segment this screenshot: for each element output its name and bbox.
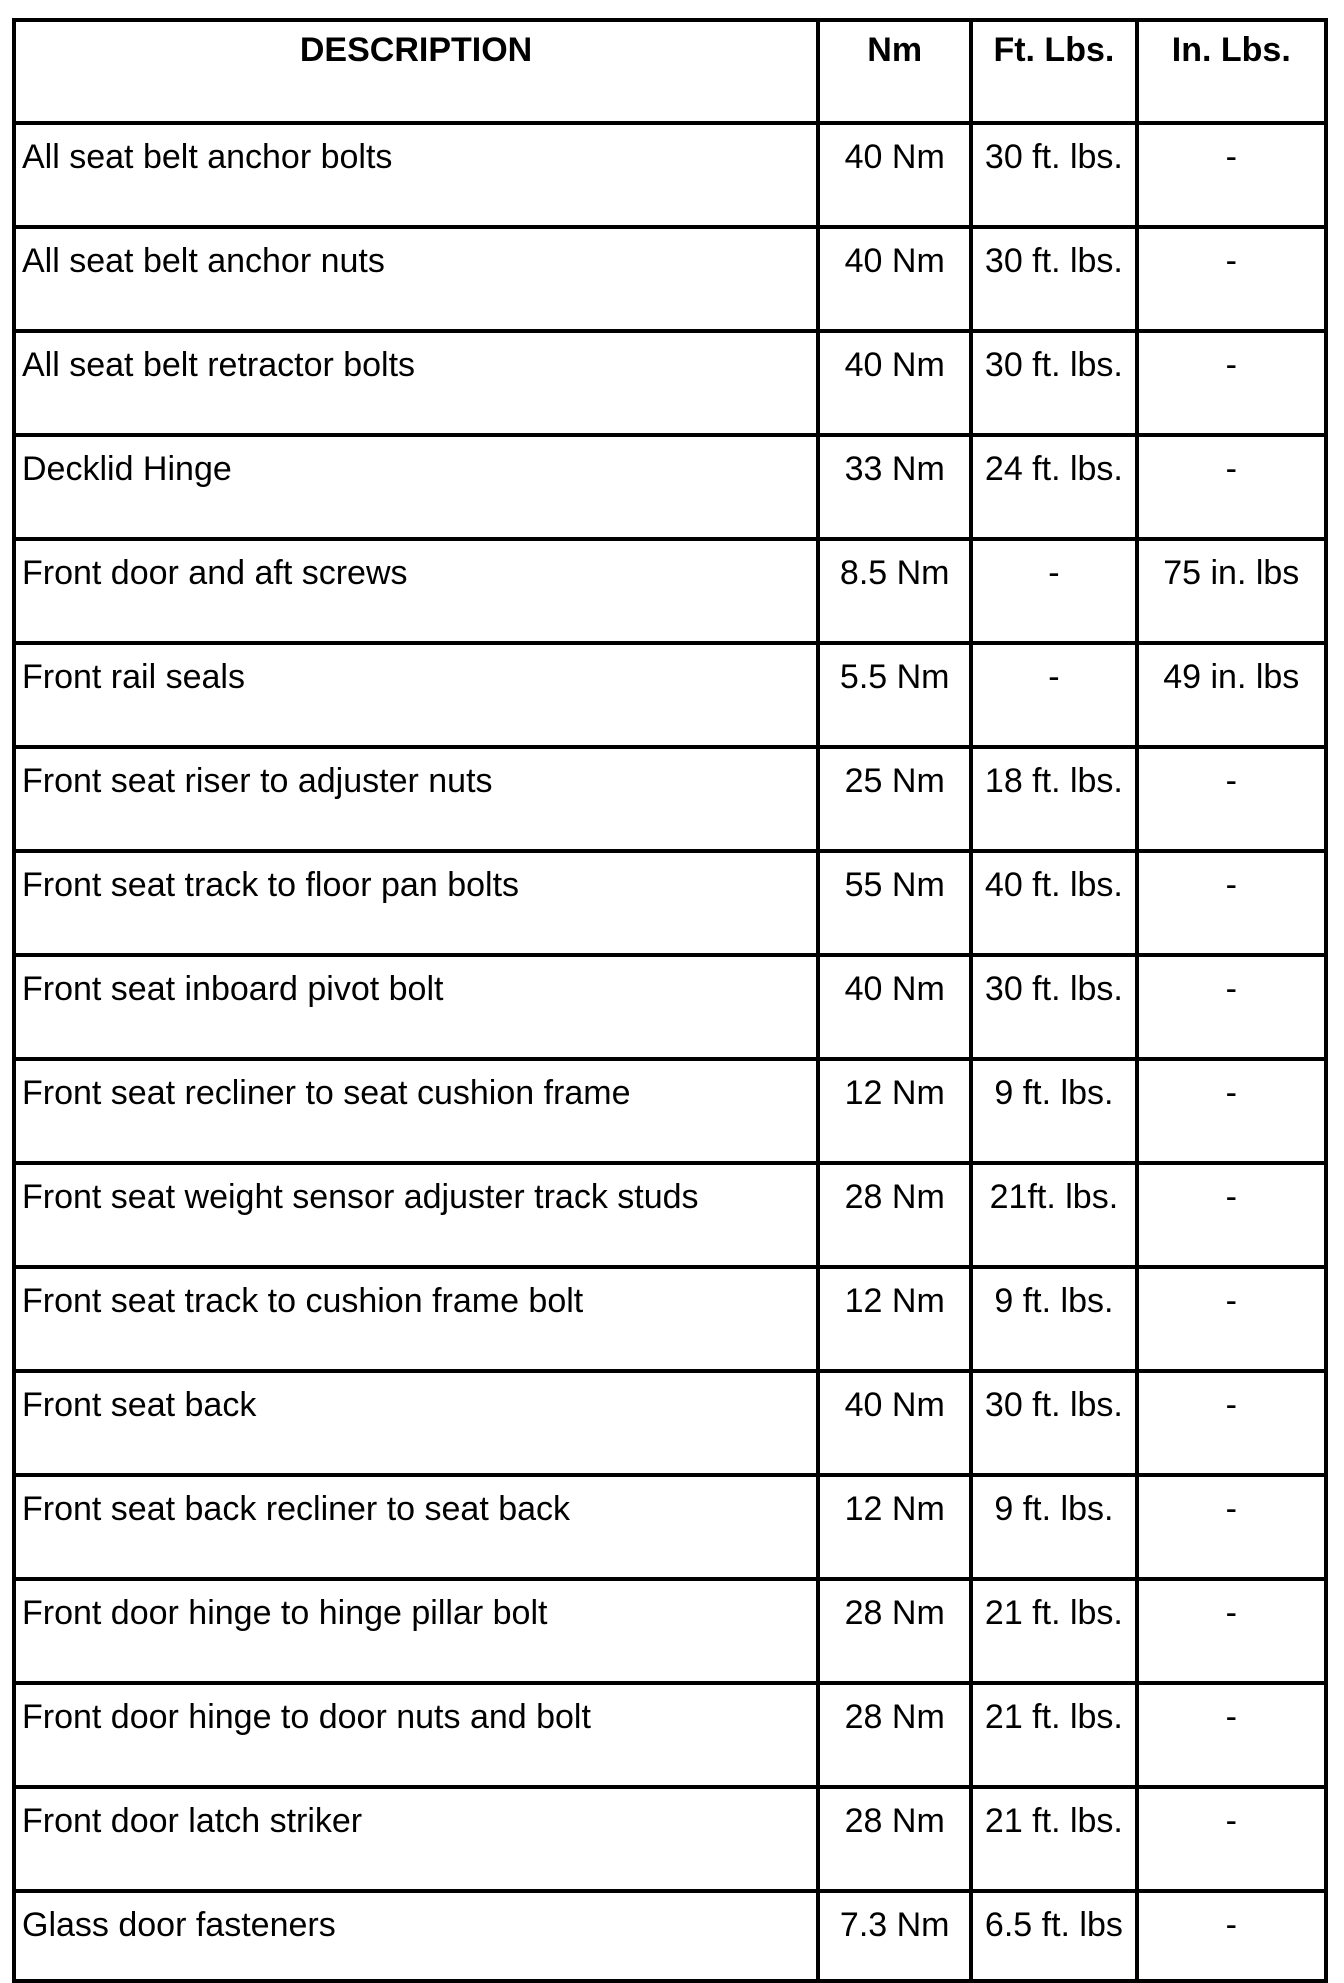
cell-nm: 12 Nm [818,1475,971,1579]
cell-ft-lbs: - [971,643,1136,747]
table-row [14,1059,1326,1163]
table-row [14,227,1326,331]
cell-description: Front seat recliner to seat cushion frame [14,1059,818,1163]
table-row [14,1267,1326,1371]
cell-nm: 40 Nm [818,1371,971,1475]
cell-nm: 40 Nm [818,331,971,435]
cell-description: Front door hinge to hinge pillar bolt [14,1579,818,1683]
cell-in-lbs: 75 in. lbs [1137,539,1326,643]
table-row [14,1475,1326,1579]
header-in-lbs: In. Lbs. [1137,20,1326,123]
table-row [14,1683,1326,1787]
cell-in-lbs: - [1137,1059,1326,1163]
cell-nm: 25 Nm [818,747,971,851]
cell-nm: 7.3 Nm [818,1891,971,1981]
cell-in-lbs: - [1137,747,1326,851]
cell-ft-lbs: 30 ft. lbs. [971,123,1136,227]
table-row [14,851,1326,955]
header-nm: Nm [818,20,971,123]
table-row [14,123,1326,227]
cell-in-lbs: - [1137,1683,1326,1787]
cell-ft-lbs: 21 ft. lbs. [971,1579,1136,1683]
table-row [14,1371,1326,1475]
cell-description: Front seat riser to adjuster nuts [14,747,818,851]
cell-description: All seat belt anchor nuts [14,227,818,331]
cell-nm: 5.5 Nm [818,643,971,747]
cell-nm: 40 Nm [818,227,971,331]
cell-nm: 8.5 Nm [818,539,971,643]
cell-description: All seat belt anchor bolts [14,123,818,227]
cell-ft-lbs: 40 ft. lbs. [971,851,1136,955]
table-row [14,539,1326,643]
table-row [14,435,1326,539]
torque-specification-table [12,18,1328,1983]
cell-in-lbs: - [1137,1371,1326,1475]
table-row [14,1891,1326,1981]
cell-in-lbs: 49 in. lbs [1137,643,1326,747]
cell-description: All seat belt retractor bolts [14,331,818,435]
cell-description: Front rail seals [14,643,818,747]
header-ft-lbs: Ft. Lbs. [971,20,1136,123]
table-row [14,1163,1326,1267]
cell-nm: 12 Nm [818,1267,971,1371]
cell-nm: 33 Nm [818,435,971,539]
cell-nm: 28 Nm [818,1787,971,1891]
header-description: DESCRIPTION [14,20,818,123]
cell-in-lbs: - [1137,1475,1326,1579]
cell-ft-lbs: 30 ft. lbs. [971,331,1136,435]
cell-description: Front seat track to floor pan bolts [14,851,818,955]
cell-description: Front seat inboard pivot bolt [14,955,818,1059]
cell-description: Front seat back [14,1371,818,1475]
cell-nm: 28 Nm [818,1163,971,1267]
cell-in-lbs: - [1137,1579,1326,1683]
cell-in-lbs: - [1137,1163,1326,1267]
cell-in-lbs: - [1137,1267,1326,1371]
cell-in-lbs: - [1137,1787,1326,1891]
table-row [14,643,1326,747]
table-row [14,1579,1326,1683]
table-row [14,331,1326,435]
cell-description: Front seat weight sensor adjuster track studs [14,1163,818,1267]
cell-nm: 12 Nm [818,1059,971,1163]
cell-nm: 40 Nm [818,123,971,227]
table-row [14,747,1326,851]
cell-nm: 40 Nm [818,955,971,1059]
cell-in-lbs: - [1137,123,1326,227]
cell-description: Front seat back recliner to seat back [14,1475,818,1579]
table-body [14,123,1326,1981]
cell-in-lbs: - [1137,331,1326,435]
cell-description: Front door hinge to door nuts and bolt [14,1683,818,1787]
table-header-row [14,20,1326,123]
table-row [14,955,1326,1059]
cell-in-lbs: - [1137,227,1326,331]
cell-description: Decklid Hinge [14,435,818,539]
cell-ft-lbs: 9 ft. lbs. [971,1267,1136,1371]
cell-in-lbs: - [1137,1891,1326,1981]
cell-description: Front door and aft screws [14,539,818,643]
cell-ft-lbs: 6.5 ft. lbs [971,1891,1136,1981]
cell-ft-lbs: 21 ft. lbs. [971,1683,1136,1787]
cell-nm: 55 Nm [818,851,971,955]
cell-description: Glass door fasteners [14,1891,818,1981]
cell-ft-lbs: 30 ft. lbs. [971,955,1136,1059]
cell-ft-lbs: 9 ft. lbs. [971,1475,1136,1579]
cell-in-lbs: - [1137,955,1326,1059]
cell-ft-lbs: 30 ft. lbs. [971,1371,1136,1475]
cell-ft-lbs: 18 ft. lbs. [971,747,1136,851]
cell-ft-lbs: 21ft. lbs. [971,1163,1136,1267]
cell-in-lbs: - [1137,435,1326,539]
cell-ft-lbs: 9 ft. lbs. [971,1059,1136,1163]
table-row [14,1787,1326,1891]
cell-description: Front door latch striker [14,1787,818,1891]
cell-ft-lbs: 21 ft. lbs. [971,1787,1136,1891]
cell-ft-lbs: 30 ft. lbs. [971,227,1136,331]
cell-nm: 28 Nm [818,1579,971,1683]
cell-description: Front seat track to cushion frame bolt [14,1267,818,1371]
cell-ft-lbs: 24 ft. lbs. [971,435,1136,539]
cell-in-lbs: - [1137,851,1326,955]
cell-ft-lbs: - [971,539,1136,643]
cell-nm: 28 Nm [818,1683,971,1787]
